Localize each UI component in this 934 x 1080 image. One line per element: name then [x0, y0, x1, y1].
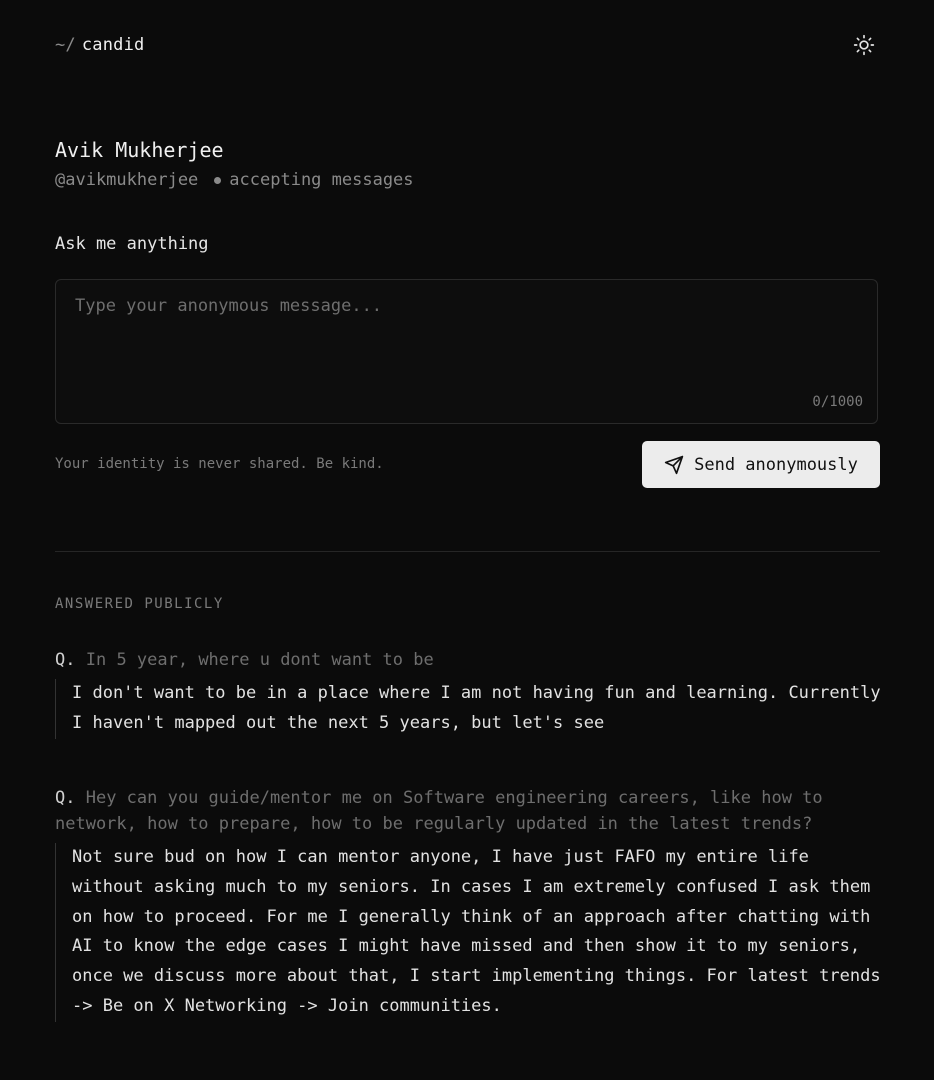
profile-name: Avik Mukherjee: [55, 138, 224, 162]
message-composer: [55, 279, 878, 424]
answered-section-title: ANSWERED PUBLICLY: [55, 596, 224, 612]
question-prefix: Q.: [55, 788, 76, 808]
brand-logo[interactable]: [55, 35, 144, 55]
question-text: [55, 647, 885, 673]
ask-label: Ask me anything: [55, 234, 209, 254]
answer-text: I don't want to be in a place where I am not having fun and learning. Currently I haven't mapped out the next 5 years, but let's see: [55, 679, 885, 739]
profile-header: [55, 137, 414, 191]
question-prefix: Q.: [55, 650, 76, 670]
message-input[interactable]: [56, 280, 877, 423]
send-icon: [664, 455, 684, 475]
qa-item: [55, 647, 885, 739]
qa-item: [55, 785, 885, 1022]
send-anonymously-button[interactable]: [642, 441, 880, 488]
theme-toggle-button[interactable]: [849, 30, 879, 60]
section-divider: [55, 551, 880, 552]
profile-handle: @avikmukherjee: [55, 170, 199, 190]
character-counter: 0/1000: [812, 394, 863, 410]
question-text: [55, 785, 885, 837]
brand-name: candid: [81, 35, 145, 55]
brand-prefix: ~/: [55, 35, 76, 55]
status-dot-icon: [214, 177, 221, 184]
send-button-label: Send anonymously: [694, 454, 858, 475]
profile-meta: [55, 169, 414, 191]
top-bar: [55, 30, 879, 60]
question-body: Hey can you guide/mentor me on Software engineering careers, like how to network, how to prepare, how to be regularly updated in the latest trends?: [55, 788, 823, 834]
answer-text: Not sure bud on how I can mentor anyone, I have just FAFO my entire life without asking much to my seniors. In cases I am extremely confused I ask them on how to proceed. For me I generally think of an approach after chatting with AI to know the edge cases I might have missed and then show it to my seniors, once we discuss more about that, I start implementing things. For latest trends -> Be on X Networking -> Join communities.: [55, 843, 885, 1022]
identity-note: Your identity is never shared. Be kind.: [55, 456, 384, 472]
profile-status: accepting messages: [229, 170, 414, 190]
question-body: In 5 year, where u dont want to be: [85, 650, 434, 670]
sun-icon: [853, 34, 875, 56]
